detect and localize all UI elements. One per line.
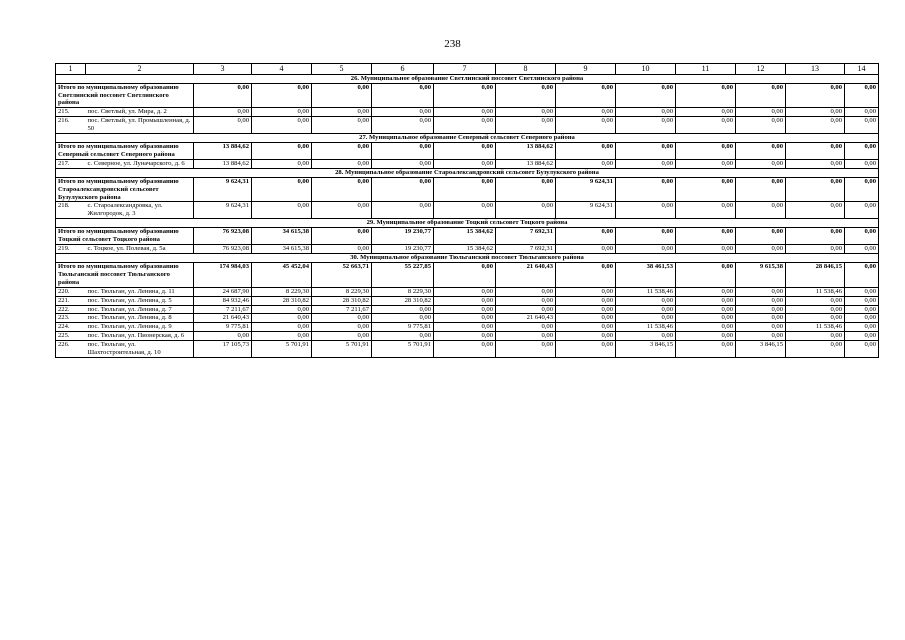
column-number: 7 xyxy=(434,64,496,75)
value-cell: 11 538,46 xyxy=(616,287,676,296)
value-cell: 0,00 xyxy=(434,305,496,314)
total-value-cell: 0,00 xyxy=(252,143,312,160)
total-value-cell: 0,00 xyxy=(616,143,676,160)
value-cell: 0,00 xyxy=(676,314,736,323)
total-value-cell: 52 663,71 xyxy=(312,263,372,288)
column-number: 4 xyxy=(252,64,312,75)
total-value-cell: 0,00 xyxy=(434,263,496,288)
value-cell: 13 884,62 xyxy=(194,159,252,168)
value-cell: 0,00 xyxy=(496,287,556,296)
total-value-cell: 0,00 xyxy=(556,143,616,160)
value-cell: 0,00 xyxy=(845,341,879,358)
total-value-cell: 0,00 xyxy=(496,83,556,108)
table-row xyxy=(56,323,879,332)
value-cell: 17 105,73 xyxy=(194,341,252,358)
value-cell: 0,00 xyxy=(556,323,616,332)
column-number: 5 xyxy=(312,64,372,75)
value-cell: 0,00 xyxy=(252,202,312,219)
total-value-cell: 0,00 xyxy=(786,83,845,108)
total-value-cell: 0,00 xyxy=(736,83,786,108)
total-value-cell: 0,00 xyxy=(556,83,616,108)
total-value-cell: 0,00 xyxy=(616,228,676,245)
total-value-cell: 0,00 xyxy=(616,83,676,108)
value-cell: 15 384,62 xyxy=(434,245,496,254)
value-cell: 0,00 xyxy=(616,314,676,323)
value-cell: 0,00 xyxy=(676,323,736,332)
value-cell: 0,00 xyxy=(434,314,496,323)
value-cell: 0,00 xyxy=(736,323,786,332)
value-cell: 0,00 xyxy=(845,245,879,254)
row-address: с. Староалександровка, ул. Жилгородок, д. 3 xyxy=(86,202,194,219)
value-cell: 19 230,77 xyxy=(372,245,434,254)
value-cell: 3 846,15 xyxy=(736,341,786,358)
value-cell: 0,00 xyxy=(616,202,676,219)
table-row xyxy=(56,305,879,314)
total-label: Итого по муниципальному образованию Староалександровский сельсовет Бузулукского района xyxy=(56,177,194,202)
total-row xyxy=(56,228,879,245)
value-cell: 0,00 xyxy=(786,296,845,305)
value-cell: 0,00 xyxy=(496,108,556,117)
value-cell: 0,00 xyxy=(556,117,616,134)
column-number: 12 xyxy=(736,64,786,75)
value-cell: 8 229,30 xyxy=(312,287,372,296)
row-address: пос. Тюльган, ул. Ленина, д. 7 xyxy=(86,305,194,314)
value-cell: 0,00 xyxy=(556,159,616,168)
total-value-cell: 0,00 xyxy=(845,228,879,245)
value-cell: 76 923,08 xyxy=(194,245,252,254)
table-row xyxy=(56,314,879,323)
total-value-cell: 28 846,15 xyxy=(786,263,845,288)
value-cell: 0,00 xyxy=(434,323,496,332)
value-cell: 8 229,30 xyxy=(252,287,312,296)
value-cell: 0,00 xyxy=(312,117,372,134)
value-cell: 0,00 xyxy=(786,305,845,314)
section-header-row xyxy=(56,74,879,83)
row-number: 219. xyxy=(56,245,86,254)
row-number: 218. xyxy=(56,202,86,219)
value-cell: 0,00 xyxy=(676,202,736,219)
value-cell: 0,00 xyxy=(252,305,312,314)
value-cell: 0,00 xyxy=(786,245,845,254)
value-cell: 0,00 xyxy=(556,108,616,117)
value-cell: 0,00 xyxy=(252,323,312,332)
total-value-cell: 0,00 xyxy=(676,177,736,202)
value-cell: 5 701,91 xyxy=(312,341,372,358)
total-value-cell: 45 452,04 xyxy=(252,263,312,288)
value-cell: 0,00 xyxy=(496,117,556,134)
value-cell: 0,00 xyxy=(434,332,496,341)
value-cell: 0,00 xyxy=(786,332,845,341)
page-number: 238 xyxy=(444,38,461,50)
value-cell: 3 846,15 xyxy=(616,341,676,358)
total-value-cell: 0,00 xyxy=(786,143,845,160)
total-label: Итого по муниципальному образованию Тюльганский поссовет Тюльганского района xyxy=(56,263,194,288)
value-cell: 0,00 xyxy=(736,314,786,323)
value-cell: 0,00 xyxy=(736,202,786,219)
value-cell: 9 624,31 xyxy=(556,202,616,219)
value-cell: 0,00 xyxy=(556,305,616,314)
value-cell: 28 310,82 xyxy=(372,296,434,305)
value-cell: 0,00 xyxy=(786,202,845,219)
row-number: 216. xyxy=(56,117,86,134)
total-value-cell: 0,00 xyxy=(434,143,496,160)
row-address: пос. Тюльган, ул. Ленина, д. 8 xyxy=(86,314,194,323)
value-cell: 0,00 xyxy=(845,159,879,168)
value-cell: 0,00 xyxy=(372,314,434,323)
value-cell: 0,00 xyxy=(845,296,879,305)
row-address: пос. Тюльган, ул. Ленина, д. 9 xyxy=(86,323,194,332)
total-row xyxy=(56,143,879,160)
table-row xyxy=(56,245,879,254)
column-number: 13 xyxy=(786,64,845,75)
value-cell: 0,00 xyxy=(252,314,312,323)
total-value-cell: 0,00 xyxy=(252,177,312,202)
value-cell: 11 538,46 xyxy=(786,323,845,332)
value-cell: 13 884,62 xyxy=(496,159,556,168)
row-address: с. Северное, ул. Луначарского, д. 6 xyxy=(86,159,194,168)
value-cell: 0,00 xyxy=(845,314,879,323)
value-cell: 0,00 xyxy=(372,117,434,134)
value-cell: 5 701,91 xyxy=(252,341,312,358)
value-cell: 0,00 xyxy=(252,159,312,168)
total-value-cell: 0,00 xyxy=(845,83,879,108)
total-value-cell: 0,00 xyxy=(676,263,736,288)
total-value-cell: 174 984,03 xyxy=(194,263,252,288)
value-cell: 7 211,67 xyxy=(312,305,372,314)
value-cell: 0,00 xyxy=(736,159,786,168)
value-cell: 0,00 xyxy=(194,332,252,341)
value-cell: 0,00 xyxy=(676,287,736,296)
total-label: Итого по муниципальному образованию Тоцкий сельсовет Тоцкого района xyxy=(56,228,194,245)
value-cell: 0,00 xyxy=(496,323,556,332)
value-cell: 0,00 xyxy=(676,108,736,117)
value-cell: 0,00 xyxy=(312,159,372,168)
total-value-cell: 0,00 xyxy=(616,177,676,202)
total-value-cell: 0,00 xyxy=(556,263,616,288)
value-cell: 0,00 xyxy=(845,117,879,134)
value-cell: 0,00 xyxy=(252,332,312,341)
value-cell: 0,00 xyxy=(556,296,616,305)
row-number: 223. xyxy=(56,314,86,323)
value-cell: 0,00 xyxy=(786,159,845,168)
value-cell: 0,00 xyxy=(786,108,845,117)
value-cell: 0,00 xyxy=(676,159,736,168)
value-cell: 0,00 xyxy=(312,332,372,341)
row-number: 217. xyxy=(56,159,86,168)
value-cell: 11 538,46 xyxy=(786,287,845,296)
column-number: 14 xyxy=(845,64,879,75)
value-cell: 0,00 xyxy=(676,117,736,134)
value-cell: 7 692,31 xyxy=(496,245,556,254)
column-number: 1 xyxy=(56,64,86,75)
total-value-cell: 0,00 xyxy=(676,143,736,160)
total-value-cell: 19 230,77 xyxy=(372,228,434,245)
value-cell: 0,00 xyxy=(845,287,879,296)
value-cell: 0,00 xyxy=(616,117,676,134)
section-header-row xyxy=(56,219,879,228)
value-cell: 0,00 xyxy=(312,245,372,254)
value-cell: 9 775,81 xyxy=(194,323,252,332)
value-cell: 0,00 xyxy=(372,305,434,314)
value-cell: 0,00 xyxy=(676,332,736,341)
value-cell: 0,00 xyxy=(496,341,556,358)
total-value-cell: 0,00 xyxy=(786,177,845,202)
total-value-cell: 34 615,38 xyxy=(252,228,312,245)
value-cell: 9 775,81 xyxy=(372,323,434,332)
total-value-cell: 0,00 xyxy=(676,228,736,245)
total-value-cell: 9 624,31 xyxy=(194,177,252,202)
total-value-cell: 7 692,31 xyxy=(496,228,556,245)
column-number: 6 xyxy=(372,64,434,75)
total-value-cell: 0,00 xyxy=(676,83,736,108)
section-header-row xyxy=(56,168,879,177)
value-cell: 84 932,46 xyxy=(194,296,252,305)
column-number: 11 xyxy=(676,64,736,75)
column-number: 9 xyxy=(556,64,616,75)
total-value-cell: 0,00 xyxy=(845,263,879,288)
value-cell: 0,00 xyxy=(616,245,676,254)
value-cell: 0,00 xyxy=(676,305,736,314)
total-value-cell: 0,00 xyxy=(312,143,372,160)
total-value-cell: 0,00 xyxy=(372,143,434,160)
column-number-row xyxy=(56,64,879,75)
value-cell: 0,00 xyxy=(845,108,879,117)
total-value-cell: 13 884,62 xyxy=(496,143,556,160)
total-value-cell: 0,00 xyxy=(372,83,434,108)
value-cell: 0,00 xyxy=(434,296,496,305)
total-value-cell: 21 640,43 xyxy=(496,263,556,288)
table-row xyxy=(56,202,879,219)
value-cell: 0,00 xyxy=(616,108,676,117)
total-value-cell: 76 923,08 xyxy=(194,228,252,245)
total-value-cell: 0,00 xyxy=(434,177,496,202)
value-cell: 0,00 xyxy=(434,341,496,358)
row-number: 222. xyxy=(56,305,86,314)
total-row xyxy=(56,263,879,288)
value-cell: 21 640,43 xyxy=(496,314,556,323)
value-cell: 0,00 xyxy=(194,117,252,134)
total-value-cell: 0,00 xyxy=(845,143,879,160)
total-value-cell: 38 461,53 xyxy=(616,263,676,288)
value-cell: 0,00 xyxy=(556,341,616,358)
row-number: 220. xyxy=(56,287,86,296)
row-number: 224. xyxy=(56,323,86,332)
value-cell: 0,00 xyxy=(556,332,616,341)
total-value-cell: 0,00 xyxy=(496,177,556,202)
section-title: 30. Муниципальное образование Тюльганский поссовет Тюльганского района xyxy=(56,254,879,263)
value-cell: 0,00 xyxy=(194,108,252,117)
value-cell: 0,00 xyxy=(312,202,372,219)
value-cell: 0,00 xyxy=(736,245,786,254)
table-row xyxy=(56,332,879,341)
row-address: пос. Тюльган, ул. Ленина, д. 11 xyxy=(86,287,194,296)
value-cell: 0,00 xyxy=(616,159,676,168)
value-cell: 0,00 xyxy=(556,245,616,254)
total-row xyxy=(56,83,879,108)
value-cell: 0,00 xyxy=(434,287,496,296)
total-label: Итого по муниципальному образованию Северный сельсовет Северного района xyxy=(56,143,194,160)
total-value-cell: 0,00 xyxy=(252,83,312,108)
value-cell: 0,00 xyxy=(736,305,786,314)
value-cell: 0,00 xyxy=(496,202,556,219)
total-value-cell: 0,00 xyxy=(312,83,372,108)
value-cell: 0,00 xyxy=(845,202,879,219)
value-cell: 0,00 xyxy=(736,296,786,305)
value-cell: 7 211,67 xyxy=(194,305,252,314)
value-cell: 0,00 xyxy=(845,332,879,341)
total-value-cell: 0,00 xyxy=(434,83,496,108)
row-number: 215. xyxy=(56,108,86,117)
row-number: 225. xyxy=(56,332,86,341)
section-title: 27. Муниципальное образование Северный сельсовет Северного района xyxy=(56,134,879,143)
total-value-cell: 9 615,38 xyxy=(736,263,786,288)
value-cell: 0,00 xyxy=(496,296,556,305)
row-address: пос. Светлый, ул. Мира, д. 2 xyxy=(86,108,194,117)
value-cell: 0,00 xyxy=(676,245,736,254)
total-value-cell: 15 384,62 xyxy=(434,228,496,245)
value-cell: 0,00 xyxy=(616,332,676,341)
column-number: 10 xyxy=(616,64,676,75)
value-cell: 0,00 xyxy=(372,108,434,117)
section-title: 29. Муниципальное образование Тоцкий сельсовет Тоцкого района xyxy=(56,219,879,228)
total-value-cell: 0,00 xyxy=(194,83,252,108)
row-address: с. Тоцкое, ул. Полевая, д. 5а xyxy=(86,245,194,254)
table-row xyxy=(56,287,879,296)
total-value-cell: 0,00 xyxy=(736,177,786,202)
total-value-cell: 0,00 xyxy=(312,228,372,245)
value-cell: 0,00 xyxy=(616,305,676,314)
value-cell: 0,00 xyxy=(312,314,372,323)
value-cell: 11 538,46 xyxy=(616,323,676,332)
value-cell: 34 615,38 xyxy=(252,245,312,254)
value-cell: 0,00 xyxy=(252,117,312,134)
row-address: пос. Светлый, ул. Промышленная, д. 50 xyxy=(86,117,194,134)
total-label: Итого по муниципальному образованию Светлинский поссовет Светлинского района xyxy=(56,83,194,108)
table-row xyxy=(56,159,879,168)
value-cell: 0,00 xyxy=(434,202,496,219)
row-address: пос. Тюльган, ул. Шахтостроительная, д. 10 xyxy=(86,341,194,358)
value-cell: 0,00 xyxy=(372,159,434,168)
row-address: пос. Тюльган, ул. Ленина, д. 5 xyxy=(86,296,194,305)
value-cell: 0,00 xyxy=(434,159,496,168)
table-row xyxy=(56,117,879,134)
value-cell: 0,00 xyxy=(556,314,616,323)
row-number: 226. xyxy=(56,341,86,358)
value-cell: 24 687,90 xyxy=(194,287,252,296)
total-value-cell: 0,00 xyxy=(786,228,845,245)
section-header-row xyxy=(56,134,879,143)
value-cell: 0,00 xyxy=(676,296,736,305)
value-cell: 28 310,82 xyxy=(252,296,312,305)
row-number: 221. xyxy=(56,296,86,305)
value-cell: 0,00 xyxy=(736,117,786,134)
column-number: 3 xyxy=(194,64,252,75)
value-cell: 8 229,30 xyxy=(372,287,434,296)
value-cell: 5 701,91 xyxy=(372,341,434,358)
value-cell: 28 310,82 xyxy=(312,296,372,305)
value-cell: 0,00 xyxy=(434,108,496,117)
value-cell: 0,00 xyxy=(312,323,372,332)
table-body xyxy=(56,64,879,358)
value-cell: 9 624,31 xyxy=(194,202,252,219)
value-cell: 0,00 xyxy=(845,305,879,314)
table-row xyxy=(56,341,879,358)
value-cell: 0,00 xyxy=(372,202,434,219)
total-value-cell: 0,00 xyxy=(845,177,879,202)
value-cell: 0,00 xyxy=(676,341,736,358)
value-cell: 0,00 xyxy=(496,332,556,341)
section-title: 28. Муниципальное образование Старoалександровский сельсовет Бузулукского района xyxy=(56,168,879,177)
budget-table xyxy=(55,63,879,358)
total-value-cell: 0,00 xyxy=(372,177,434,202)
value-cell: 0,00 xyxy=(496,305,556,314)
value-cell: 0,00 xyxy=(786,341,845,358)
total-value-cell: 0,00 xyxy=(312,177,372,202)
table-row xyxy=(56,296,879,305)
value-cell: 0,00 xyxy=(312,108,372,117)
value-cell: 0,00 xyxy=(556,287,616,296)
value-cell: 0,00 xyxy=(736,332,786,341)
value-cell: 0,00 xyxy=(786,314,845,323)
value-cell: 0,00 xyxy=(372,332,434,341)
section-title: 26. Муниципальное образование Светлинский поссовет Светлинского района xyxy=(56,74,879,83)
value-cell: 0,00 xyxy=(616,296,676,305)
total-value-cell: 0,00 xyxy=(736,228,786,245)
total-value-cell: 9 624,31 xyxy=(556,177,616,202)
section-header-row xyxy=(56,254,879,263)
value-cell: 0,00 xyxy=(252,108,312,117)
total-row xyxy=(56,177,879,202)
total-value-cell: 0,00 xyxy=(736,143,786,160)
total-value-cell: 13 884,62 xyxy=(194,143,252,160)
table-row xyxy=(56,108,879,117)
total-value-cell: 0,00 xyxy=(556,228,616,245)
row-address: пос. Тюльган, ул. Пионерская, д. 6 xyxy=(86,332,194,341)
total-value-cell: 55 227,85 xyxy=(372,263,434,288)
value-cell: 0,00 xyxy=(736,108,786,117)
column-number: 8 xyxy=(496,64,556,75)
value-cell: 0,00 xyxy=(786,117,845,134)
value-cell: 0,00 xyxy=(434,117,496,134)
column-number: 2 xyxy=(86,64,194,75)
value-cell: 0,00 xyxy=(845,323,879,332)
value-cell: 0,00 xyxy=(736,287,786,296)
value-cell: 21 640,43 xyxy=(194,314,252,323)
